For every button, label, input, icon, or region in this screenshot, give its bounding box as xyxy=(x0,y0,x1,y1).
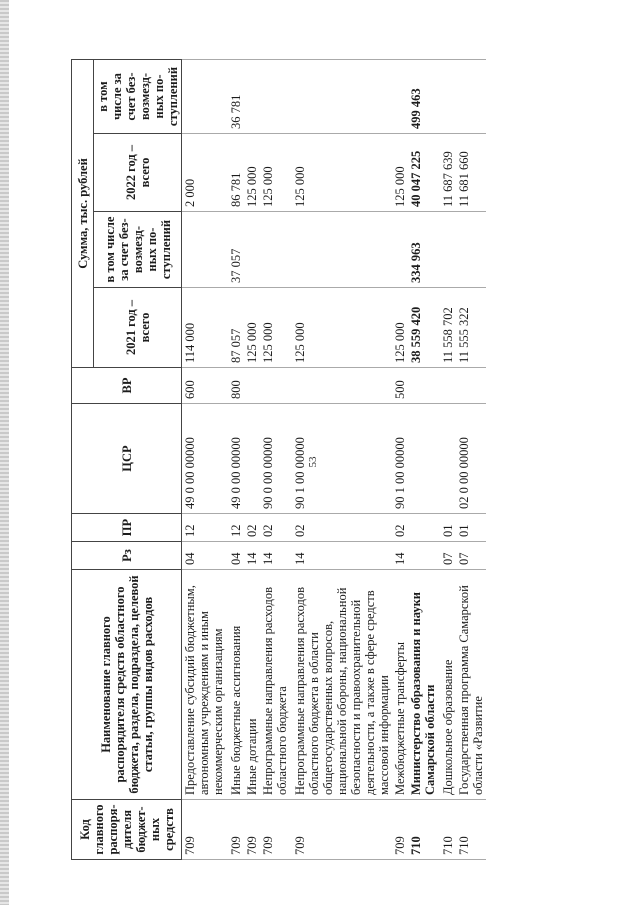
cell-rz xyxy=(408,542,438,570)
table-row-ministry xyxy=(408,59,438,859)
cell-2022-incl xyxy=(260,59,290,133)
cell-2022-incl xyxy=(456,59,486,133)
cell-2022-total: 125 000 xyxy=(290,134,392,212)
cell-vr xyxy=(290,368,392,404)
cell-name: Предоставление субсидий бюджетным, автономным учреждениям и иным некоммерческим организациям xyxy=(182,570,227,800)
cell-csr: 49 0 00 00000 xyxy=(226,404,244,514)
header-code: Код главного распоря-дителя бюджет-ных средств xyxy=(72,800,182,860)
cell-csr: 90 0 00 00000 xyxy=(260,404,290,514)
cell-2022-incl xyxy=(438,59,456,133)
cell-pr: 12 xyxy=(226,514,244,542)
cell-2021-total: 38 559 420 xyxy=(408,288,438,368)
header-pr: ПР xyxy=(72,514,182,542)
cell-code: 709 xyxy=(244,800,260,860)
cell-pr: 01 xyxy=(456,514,486,542)
cell-rz: 04 xyxy=(226,542,244,570)
cell-2021-incl xyxy=(438,212,456,288)
cell-2021-total: 125 000 xyxy=(260,288,290,368)
cell-vr xyxy=(260,368,290,404)
header-2021-total: 2021 год – всего xyxy=(94,288,182,368)
header-2021-incl: в том числе за счет без-возмезд-ных по-ступлений xyxy=(94,212,182,288)
cell-pr: 02 xyxy=(260,514,290,542)
cell-2021-incl xyxy=(290,212,392,288)
cell-csr: 90 1 00 00000 xyxy=(392,404,408,514)
cell-csr: 49 0 00 00000 xyxy=(182,404,227,514)
header-vr: ВР xyxy=(72,368,182,404)
cell-code: 709 xyxy=(182,800,227,860)
cell-rz: 14 xyxy=(260,542,290,570)
cell-2022-incl xyxy=(182,59,227,133)
cell-pr: 02 xyxy=(244,514,260,542)
cell-code: 709 xyxy=(392,800,408,860)
cell-csr: 90 1 00 00000 xyxy=(290,404,392,514)
cell-2021-total: 125 000 xyxy=(290,288,392,368)
cell-vr: 500 xyxy=(392,368,408,404)
cell-2021-total: 11 555 322 xyxy=(456,288,486,368)
cell-2022-total: 125 000 xyxy=(392,134,408,212)
cell-rz: 07 xyxy=(456,542,486,570)
cell-2021-incl xyxy=(182,212,227,288)
cell-2022-total: 40 047 225 xyxy=(408,134,438,212)
cell-2022-total: 125 000 xyxy=(244,134,260,212)
header-2022-incl: в том числе за счет без-возмезд-ных по-ступлений xyxy=(94,59,182,133)
cell-2022-total: 2 000 xyxy=(182,134,227,212)
cell-2022-incl xyxy=(392,59,408,133)
cell-2021-incl: 37 057 xyxy=(226,212,244,288)
page-number: 53 xyxy=(307,456,319,468)
cell-rz: 14 xyxy=(244,542,260,570)
table-row xyxy=(182,59,227,859)
cell-2021-total: 114 000 xyxy=(182,288,227,368)
cell-2022-incl: 36 781 xyxy=(226,59,244,133)
cell-2022-total: 86 781 xyxy=(226,134,244,212)
cell-pr: 01 xyxy=(438,514,456,542)
cell-vr xyxy=(456,368,486,404)
cell-pr: 02 xyxy=(290,514,392,542)
cell-2022-incl: 499 463 xyxy=(408,59,438,133)
cell-csr xyxy=(438,404,456,514)
cell-vr xyxy=(408,368,438,404)
cell-2022-total: 11 681 660 xyxy=(456,134,486,212)
budget-table-sheet xyxy=(71,60,631,860)
cell-2021-incl xyxy=(244,212,260,288)
cell-2022-incl xyxy=(244,59,260,133)
cell-rz: 14 xyxy=(290,542,392,570)
cell-name: Непрограммные направления расходов областного бюджета в области общегосударственных вопросов, национальной обороны, национальной безопасности и правоохранительной деятельности, а также в сфере средств массовой информации xyxy=(290,570,392,800)
cell-2021-total: 125 000 xyxy=(244,288,260,368)
table-row xyxy=(260,59,290,859)
cell-pr: 12 xyxy=(182,514,227,542)
cell-code: 710 xyxy=(408,800,438,860)
cell-2021-incl xyxy=(392,212,408,288)
cell-2021-incl xyxy=(260,212,290,288)
cell-name: Иные бюджетные ассигнования xyxy=(226,570,244,800)
cell-code: 710 xyxy=(456,800,486,860)
cell-name: Межбюджетные трансферты xyxy=(392,570,408,800)
cell-2022-total: 11 687 639 xyxy=(438,134,456,212)
cell-rz: 07 xyxy=(438,542,456,570)
cell-2021-total: 87 057 xyxy=(226,288,244,368)
cell-2022-total: 125 000 xyxy=(260,134,290,212)
cell-csr: 02 0 00 00000 xyxy=(456,404,486,514)
cell-pr: 02 xyxy=(392,514,408,542)
cell-2021-total: 125 000 xyxy=(392,288,408,368)
scan-edge-bar xyxy=(0,0,9,905)
header-2022-total: 2022 год – всего xyxy=(94,134,182,212)
header-rz: Рз xyxy=(72,542,182,570)
cell-code: 709 xyxy=(260,800,290,860)
cell-vr xyxy=(244,368,260,404)
cell-name: Иные дотации xyxy=(244,570,260,800)
cell-csr xyxy=(244,404,260,514)
cell-code: 709 xyxy=(290,800,392,860)
table-body xyxy=(182,59,487,859)
table-row xyxy=(456,59,486,859)
cell-2021-incl xyxy=(456,212,486,288)
header-sum: Сумма, тыс. рублей xyxy=(72,59,94,367)
cell-name: Непрограммные направления расходов областного бюджета xyxy=(260,570,290,800)
cell-pr xyxy=(408,514,438,542)
cell-2021-incl: 334 963 xyxy=(408,212,438,288)
cell-2022-incl xyxy=(290,59,392,133)
table-row xyxy=(290,59,392,859)
cell-vr: 600 xyxy=(182,368,227,404)
table-row xyxy=(392,59,408,859)
cell-name: Министерство образования и науки Самарской области xyxy=(408,570,438,800)
cell-2021-total: 11 558 702 xyxy=(438,288,456,368)
cell-name: Государственная программа Самарской области «Развитие xyxy=(456,570,486,800)
table-header xyxy=(72,59,182,859)
table-row xyxy=(438,59,456,859)
cell-csr xyxy=(408,404,438,514)
cell-rz: 04 xyxy=(182,542,227,570)
cell-code: 709 xyxy=(226,800,244,860)
table-row xyxy=(226,59,244,859)
cell-vr: 800 xyxy=(226,368,244,404)
cell-code: 710 xyxy=(438,800,456,860)
cell-name: Дошкольное образование xyxy=(438,570,456,800)
table-row xyxy=(244,59,260,859)
budget-table xyxy=(71,59,486,860)
cell-vr xyxy=(438,368,456,404)
header-name: Наименование главного распорядителя средств областного бюджета, раздела, подраздела, целевой статьи, группы видов расходов xyxy=(72,570,182,800)
header-csr: ЦСР xyxy=(72,404,182,514)
cell-rz: 14 xyxy=(392,542,408,570)
